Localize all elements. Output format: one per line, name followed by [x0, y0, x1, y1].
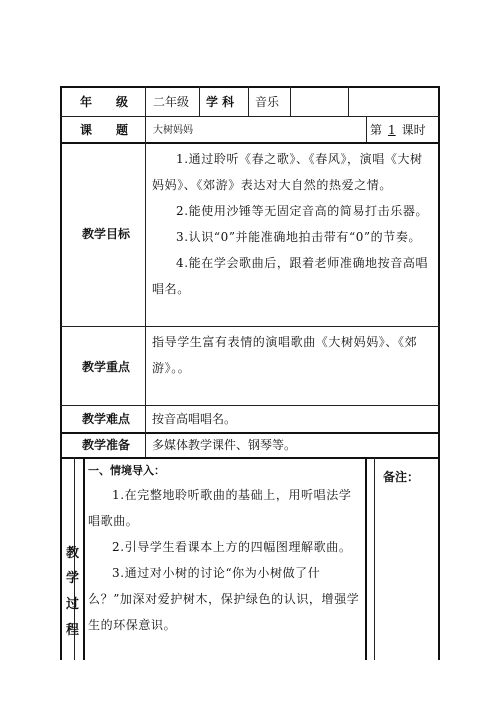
header-col-2: [199, 86, 200, 116]
table-border-top: [60, 86, 440, 88]
objective-item-1: 1.通过聆听《春之歌》、《春风》，演唱《大树妈妈》、《郊游》表达对大自然的热爱之情。: [152, 152, 423, 192]
row-line-6: [60, 457, 440, 459]
process-paragraph-1: 1.在完整地聆听歌曲的基础上，用听唱法学唱歌曲。: [88, 488, 352, 528]
row-line-4: [60, 405, 440, 406]
table-border-left: [60, 86, 62, 660]
preparation-text: 多媒体教学课件、钢琴等。: [152, 438, 297, 452]
objectives-label: 教学目标: [82, 227, 131, 241]
label-col-divider: [145, 86, 146, 457]
row-line-3: [60, 326, 440, 327]
period-suffix: 课时: [401, 123, 426, 137]
process-remarks-divider: [365, 457, 367, 660]
process-label-char-4: 程: [66, 623, 80, 638]
grade-label: 年 级: [80, 95, 129, 109]
lesson-col-divider: [366, 116, 367, 142]
process-remarks-inner: [374, 457, 375, 660]
process-paragraph-3: 3.通过对小树的讨论“你为小树做了什么？”加深对爱护树木，保护绿色的认识，增强学生的环保意识。: [88, 566, 360, 632]
objective-item-4: 4.能在学会歌曲后，跟着老师准确地按音高唱唱名。: [152, 256, 429, 296]
header-col-4: [290, 86, 291, 116]
objective-item-3: 3.认识“0”并能准确地拍击带有“0”的节奏。: [176, 230, 422, 244]
process-label-char-3: 过: [66, 597, 80, 612]
objective-item-2: 2.能使用沙锤等无固定音高的简易打击乐器。: [176, 204, 429, 218]
remarks-label: 备注：: [383, 470, 420, 484]
process-paragraph-2: 2.引导学生看课本上方的四幅图理解歌曲。: [112, 540, 352, 554]
period-number: 1: [388, 123, 396, 137]
process-label-divider: [83, 457, 85, 660]
header-col-5: [348, 86, 349, 116]
key-points-label: 教学重点: [82, 360, 131, 374]
difficulties-label: 教学难点: [82, 412, 131, 426]
process-label-char-2: 学: [66, 571, 80, 586]
header-col-3: [248, 86, 249, 116]
process-section-title: 一、情境导入：: [88, 464, 165, 477]
subject-label: 学 科: [206, 95, 235, 109]
process-label-char-1: 教: [66, 546, 80, 561]
key-points-text: 指导学生富有表情的演唱歌曲《大树妈妈》、《郊游》。。: [152, 335, 418, 375]
row-line-5: [60, 432, 440, 434]
row-line-2: [60, 142, 440, 144]
table-border-right: [438, 86, 440, 660]
grade-value: 二年级: [153, 95, 190, 109]
preparation-label: 教学准备: [82, 438, 131, 452]
lesson-label: 课 题: [80, 123, 129, 137]
subject-value: 音乐: [255, 95, 280, 109]
period-prefix: 第: [370, 123, 383, 137]
lesson-title: 大树妈妈: [153, 125, 193, 136]
difficulties-text: 按音高唱唱名。: [152, 412, 237, 426]
row-line-1: [60, 116, 440, 117]
lesson-period: [370, 123, 426, 137]
